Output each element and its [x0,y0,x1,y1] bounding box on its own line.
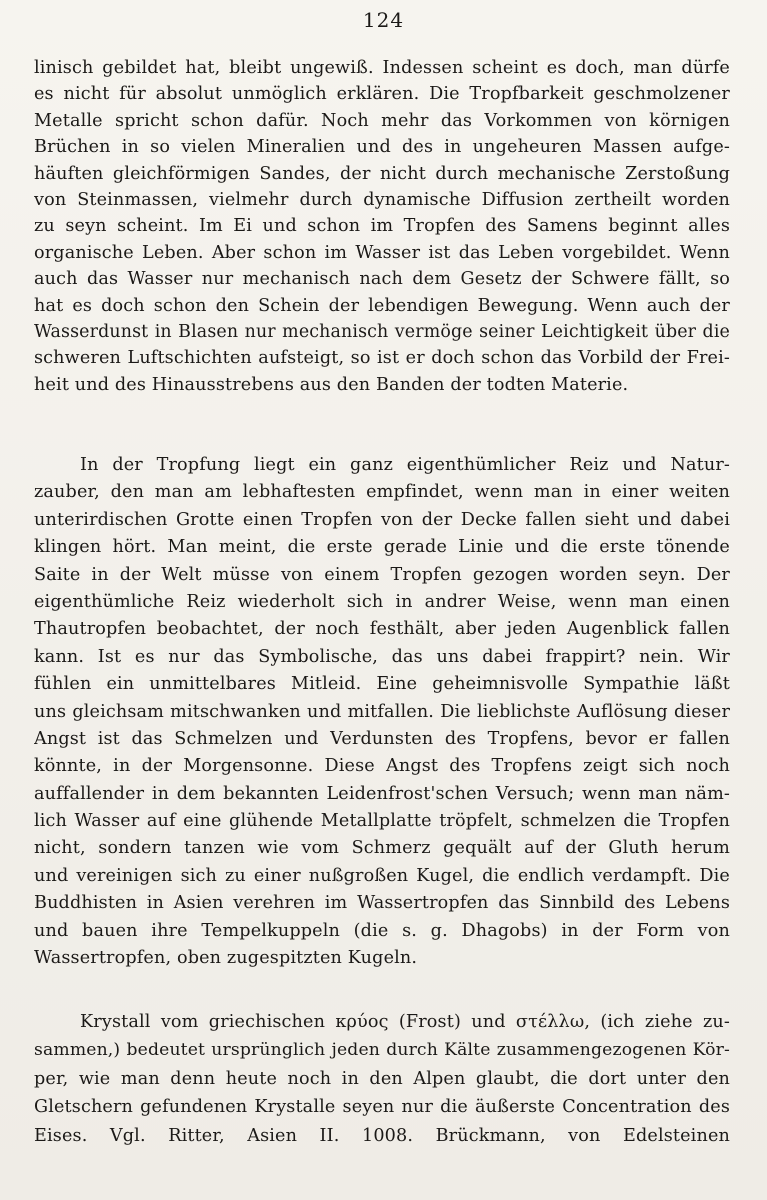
text-line: Buddhisten in Asien verehren im Wassertropfen das Sinnbild des Lebens [34,893,730,914]
text-line: per, wie man denn heute noch in den Alpen glaubt, die dort unter den [34,1068,730,1089]
text-line: von Steinmassen, vielmehr durch dynamische Diffusion zertheilt worden [34,189,730,210]
text-line: Krystall vom griechischen κρύος (Frost) und στέλλω, (ich ziehe zu- [80,1012,730,1032]
text-line: Thautropfen beobachtet, der noch festhält, aber jeden Augenblick fallen [34,619,730,640]
text-line: auffallender in dem bekannten Leidenfrost'schen Versuch; wenn man näm- [34,783,730,804]
paragraph-2 [34,452,730,972]
text-line: unterirdischen Grotte einen Tropfen von der Decke fallen sieht und dabei [34,509,730,530]
page-number: 124 [362,8,405,32]
text-line: zu seyn scheint. Im Ei und schon im Tropfen des Samens beginnt alles [34,216,730,237]
text-line: und bauen ihre Tempelkuppeln (die s. g. Dhagobs) in der Form von [34,920,730,941]
text-line: schweren Luftschichten aufsteigt, so ist er doch schon das Vorbild der Frei- [34,348,730,369]
text-line: auch das Wasser nur mechanisch nach dem Gesetz der Schwere fällt, so [34,269,730,290]
text-line: Wassertropfen, oben zugespitzten Kugeln. [34,948,418,969]
text-line: sammen,) bedeutet ursprünglich jeden durch Kälte zusammengezogenen Kör- [34,1040,730,1061]
text-line: kann. Ist es nur das Symbolische, das uns dabei frappirt? nein. Wir [34,646,730,667]
text-line: heit und des Hinausstrebens aus den Banden der todten Materie. [34,374,629,395]
text-line: zauber, den man am lebhaftesten empfindet, wenn man in einer weiten [34,482,730,503]
text-line: eigenthümliche Reiz wiederholt sich in andrer Weise, wenn man einen [34,591,730,612]
text-line: organische Leben. Aber schon im Wasser ist das Leben vorgebildet. Wenn [34,242,730,263]
text-line: In der Tropfung liegt ein ganz eigenthümlicher Reiz und Natur- [80,455,730,475]
text-line: nicht, sondern tanzen wie vom Schmerz gequält auf der Gluth herum [34,838,730,859]
text-line: Angst ist das Schmelzen und Verdunsten des Tropfens, bevor er fallen [34,728,730,749]
text-line: Saite in der Welt müsse von einem Tropfen gezogen worden seyn. Der [34,564,730,585]
text-line: Metalle spricht schon dafür. Noch mehr das Vorkommen von körnigen [34,110,730,131]
text-line: Gletschern gefundenen Krystalle seyen nur die äußerste Concentration des [34,1097,730,1118]
text-line: linisch gebildet hat, bleibt ungewiß. Indessen scheint es doch, man dürfe [34,58,730,78]
text-line: uns gleichsam mitschwanken und mitfallen. Die lieblichste Auflösung dieser [34,701,730,722]
text-line: könnte, in der Morgensonne. Diese Angst des Tropfens zeigt sich noch [34,756,730,777]
text-line: es nicht für absolut unmöglich erklären. Die Tropfbarkeit geschmolzener [34,84,730,105]
paragraph-3 [34,1008,730,1150]
text-line: Brüchen in so vielen Mineralien und des in ungeheuren Massen aufge- [34,137,730,158]
text-line: häuften gleichförmigen Sandes, der nicht durch mechanische Zerstoßung [34,163,730,184]
text-line: Wasserdunst in Blasen nur mechanisch vermöge seiner Leichtigkeit über die [34,321,730,342]
text-line: und vereinigen sich zu einer nußgroßen Kugel, die endlich verdampft. Die [34,865,730,886]
text-line: lich Wasser auf eine glühende Metallplatte tröpfelt, schmelzen die Tropfen [34,811,730,832]
text-line: Eises. Vgl. Ritter, Asien II. 1008. Brückmann, von Edelsteinen [34,1125,730,1146]
text-line: klingen hört. Man meint, die erste gerade Linie und die erste tönende [34,537,730,558]
text-line: hat es doch schon den Schein der lebendigen Bewegung. Wenn auch der [34,295,730,316]
paragraph-1 [34,55,730,398]
text-line: fühlen ein unmittelbares Mitleid. Eine geheimnisvolle Sympathie läßt [34,674,730,695]
